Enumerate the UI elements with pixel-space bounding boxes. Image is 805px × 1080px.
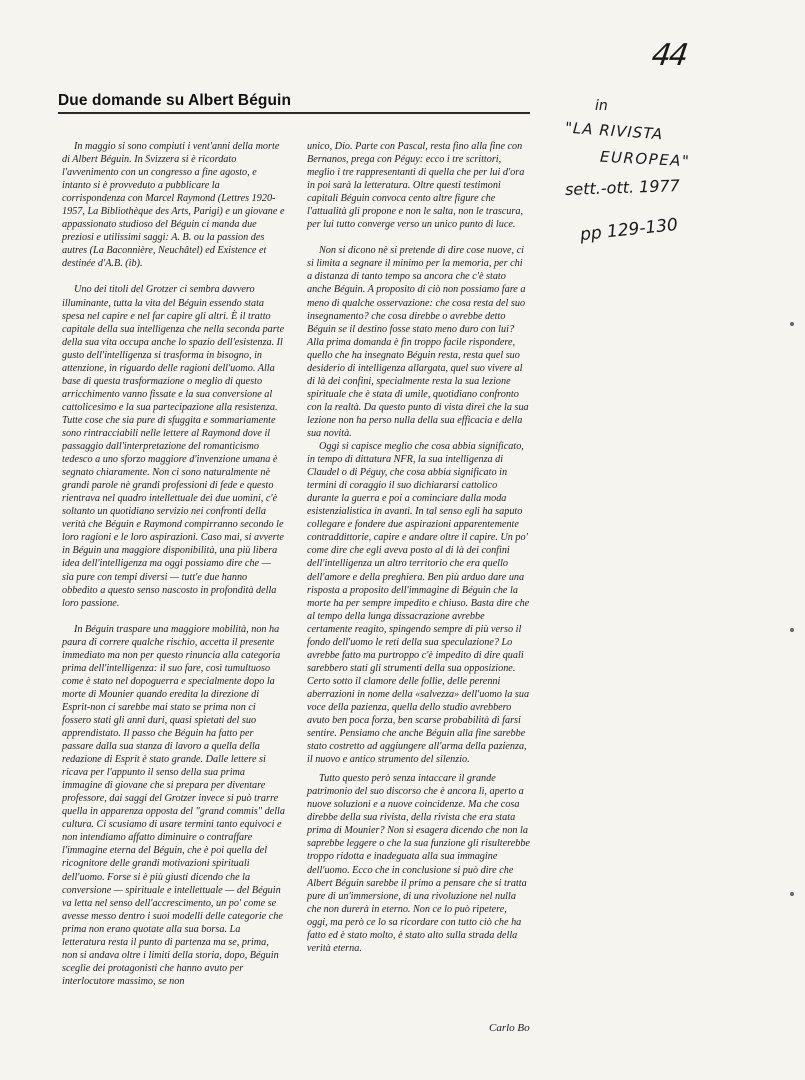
paragraph: Oggi si capisce meglio che cosa abbia significato, in tempo di dittatura NFR, la sua intelligenza di Claudel o di Péguy, che cosa abbia significato in termini di coraggio il suo dichiararsi cattolico durante la guerra e poi a cominciare dalla moda esistenzialistica in avanti. In tal senso egli ha saputo collegare e fondere due aspirazioni apparentemente contraddittorie, capire e andare oltre il capire. Un po' come dire che egli aveva posto al di là dei confini dell'intelligenza un altro territorio che era quello dell'amore e della preghiera. Ben più arduo dare una risposta a proposito dell'immagine di Béguin che la morte ha per sempre impedito e chiuso. Basta dire che al tempo della lunga dissacrazione avrebbe certamente reagito, spingendo sempre di più verso il fondo dell'uomo le reti della sua speculazione? Lo avrebbe fatto ma purtroppo c'è impedito di dire quali sarebbero stati gli strumenti della sua opposizione. Certo sotto il clamore delle follie, delle perenni aberrazioni in nome della «salvezza» dell'uomo la sua voce della pazienza, quella dello studio avrebbero avuto ben poca forza, ben scarse probabilità di farsi sentire. Pensiamo che anche Béguin alla fine sarebbe stato costretto ad aggiungere all'arma della pazienza, il nuovo e antico strumento del silenzio. [307, 441, 530, 766]
handwritten-magazine-line1: "LA RIVISTA [564, 118, 664, 144]
paragraph: Tutto questo però senza intaccare il grande patrimonio del suo discorso che è ancora lì, aperto a nuove soluzioni e a nuove coincidenze. Ma che cosa direbbe della sua rivista, della rivista che era stata prima di Mounier? Non si esagera dicendo che non la saprebbe leggere o che la sua funzione gli risulterebbe troppo ridotta e inadeguata alla sua immagine dell'uomo. Ecco che in conclusione si può dire che Albert Béguin sarebbe il primo a pensare che si tratta pure di un'immersione, di una rivoluzione nel nulla che non durerà in eterno. Non ce lo può ripetere, oggi, ma però ce lo sa ricordare con tutto ciò che ha fatto ed è stato molto, è stato alto sulla strada della verità eterna. [307, 773, 530, 954]
author-signature: Carlo Bo [489, 1022, 530, 1034]
margin-dot [790, 628, 794, 632]
handwritten-date: sett.-ott. 1977 [564, 176, 681, 199]
paragraph: Uno dei titoli del Grotzer ci sembra davvero illuminante, tutta la vita del Béguin essendo stata spesa nel capire e nel far capire gli altri. È il tratto capitale della sua intelligenza che nella seconda parte della sua vita occupa anche lo spazio dell'esistenza. Il gusto dell'intelligenza si trasforma in bisogno, in attenzione, in riguardo delle ragioni dell'uomo. Alla base di questa trasformazione o meglio di questo arricchimento vanno fissate e la sua conversione al cattolicesimo e la sua partecipazione alla resistenza. Tutte cose che sia pure di sfuggita e sommariamente sono rintracciabili nelle lettere al Raymond dove il passaggio dall'interpretazione del romanticismo tedesco a uno sforzo maggiore d'invenzione umana è segnato chiaramente. Non ci sono naturalmente nè grandi parole nè grandi professioni di fede e questo rientrava nel quadro intellettuale dei due uomini, c'è soltanto un quotidiano servizio nei confronti della verità che Béguin e Raymond compirranno secondo le loro ragioni e le loro aspirazioni. Caso mai, si avverte in Béguin una maggiore disponibilità, una più libera idea dell'intelligenza ma oggi possiamo dire che — sia pure con tempi diversi — tutt'e due hanno obbedito a questo senso nascosto in profondità della loro passione. [62, 284, 285, 609]
left-column [62, 140, 285, 988]
article-title: Due domande su Albert Béguin [58, 92, 292, 109]
handwritten-pages: pp 129-130 [579, 214, 679, 246]
margin-dot [790, 892, 794, 896]
handwritten-magazine-line2: EUROPEA" [599, 147, 691, 171]
handwritten-page-number: 44 [649, 38, 689, 73]
right-column [307, 140, 530, 955]
paragraph: In maggio si sono compiuti i vent'anni della morte di Albert Béguin. In Svizzera si è ricordato l'avvenimento con un congresso a fine agosto, e intanto si è provveduto a pubblicare la corrispondenza con Marcel Raymond (Lettres 1920-1957, La Bibliothèque des Arts, Parigi) e un giovane e appassionato studioso del Béguin ci manda due preziosi e utilissimi saggi: A. B. ou la passion des autres (La Baconnière, Neuchâtel) ed Existence et destinée d'A.B. (ib). [62, 141, 285, 270]
title-rule [58, 112, 530, 114]
paragraph: Non si dicono nè si pretende di dire cose nuove, ci si limita a segnare il minimo per la memoria, per chi a distanza di tanto tempo sa ancora che c'è stato anche Béguin. A proposito di ciò non possiamo fare a meno di qualche osservazione: che cosa resta del suo insegnamento? che cosa direbbe o avrebbe detto Béguin se il destino fosse stato meno duro con lui? Alla prima domanda è fin troppo facile rispondere, quello che ha insegnato Béguin resta, resta quel suo desiderio di intelligenza allargata, quel suo vivere al di là dei confini, specialmente resta la sua lezione spirituale che è stata di umile, quotidiano confronto con la realtà. Da questo punto di vista direi che la sua lezione non ha perso nulla della sua efficacia e della sua novità. [307, 245, 529, 439]
margin-dot [790, 322, 794, 326]
handwritten-in: in [595, 98, 608, 114]
paragraph: In Béguin traspare una maggiore mobilità, non ha paura di correre qualche rischio, accetta il presente immediato ma non per questo rinuncia alla categoria prima dell'intelligenza: il suo fare, così tumultuoso come è stato nel dopoguerra e specialmente dopo la morte di Mounier quando eredita la direzione di Esprit-non ci sarebbe mai stato se prima non ci fossero stati gli anni duri, quasi spietati del suo apprendistato. Il passo che Béguin ha fatto per passare dalla sua stanza di lavoro a quella della redazione di Esprit è stato grande. Dalle lettere si ricava per l'appunto il senso della sua prima immagine di giovane che si prepara per diventare professore, dai saggi del Grotzer invece si può trarre quella in apparenza opposta del "grand commis" della cultura. Ci scusiamo di usare termini tanto equivoci e non intendiamo affatto diminuire o contraffare l'immagine eterna del Béguin, che è poi quella del ricognitore delle grandi motivazioni spirituali dell'uomo. Forse si è più giusti dicendo che la conversione — spirituale e intellettuale — del Béguin va letta nel senso dell'accrescimento, un po' come se avesse messo dentro i suoi modelli delle categorie che prima non erano quotate alla sua borsa. La letteratura resta il punto di partenza ma se, prima, non si andava oltre i limiti della storia, dopo, Béguin sceglie dei protagonisti che hanno avuto per interlocutore massimo, se non [62, 623, 285, 987]
paragraph: unico, Dio. Parte con Pascal, resta fino alla fine con Bernanos, prega con Péguy: ecco i tre scrittori, meglio i tre rappresentanti di quella che per lui d'ora in poi sarà la letteratura. Oltre questi testimoni capitali Béguin convoca cento altre figure che l'attualità gli propone e non le salta, non le trascura, per lui tutto converge verso un unico punto di luce. [307, 141, 525, 231]
